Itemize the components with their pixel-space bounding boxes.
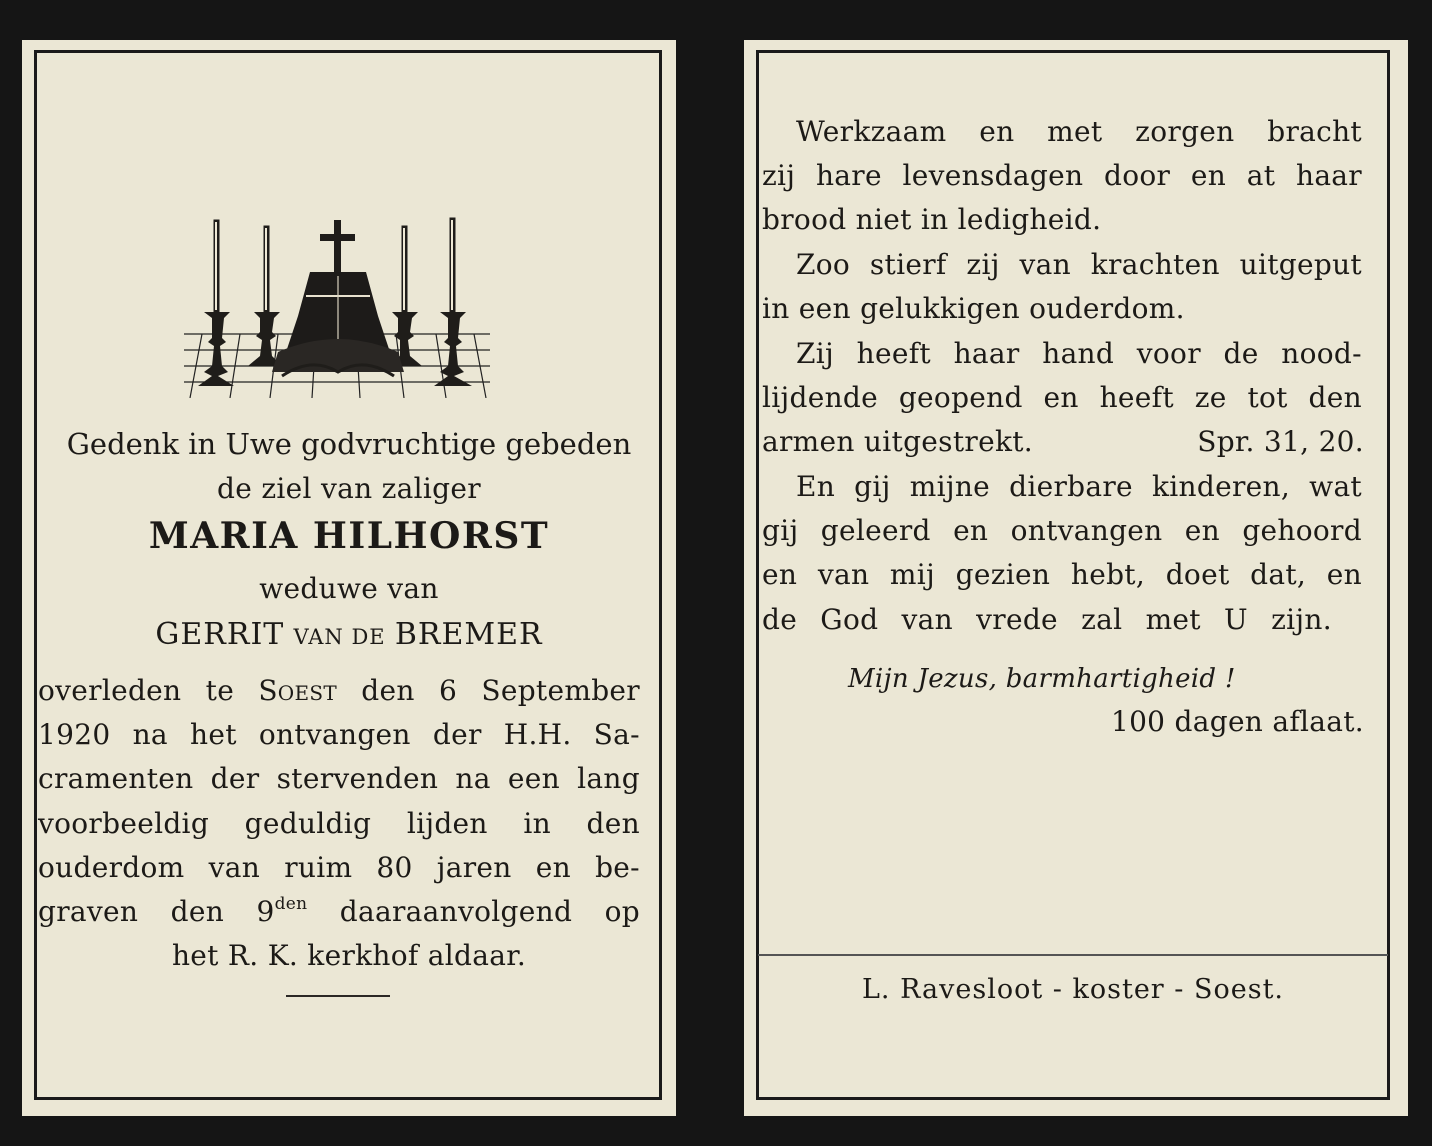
verse-line-6: Zij heeft haar hand voor de nood- <box>796 337 1362 370</box>
soul-line: de ziel van zaliger <box>217 472 481 505</box>
divider-rule <box>286 995 390 997</box>
printer-line: L. Ravesloot - koster - Soest. <box>861 974 1285 1005</box>
scripture-reference: Spr. 31, 20. <box>1197 425 1364 458</box>
prayer-line: Mijn Jezus, barmhartigheid ! <box>848 664 1236 694</box>
right-page <box>744 40 1408 1116</box>
widow-of-line: weduwe van <box>259 572 439 605</box>
verse-line-9: En gij mijne dierbare kinderen, wat <box>796 470 1362 503</box>
verse-line-3: brood niet in ledigheid. <box>762 203 1102 236</box>
verse-line-1: Werkzaam en met zorgen bracht <box>796 115 1362 148</box>
verse-line-4: Zoo stierf zij van krachten uitgeput <box>796 248 1362 281</box>
body-line-2: 1920 na het ontvangen der H.H. Sa- <box>38 718 640 751</box>
body-line-5: ouderdom van ruim 80 jaren en be- <box>38 851 640 884</box>
cemetery-line: het R. K. kerkhof aldaar. <box>171 939 527 972</box>
indulgence-line: 100 dagen aflaat. <box>1110 705 1364 738</box>
footer-rule <box>758 954 1388 956</box>
verse-line-8: armen uitgestrekt. <box>762 425 1033 458</box>
left-page <box>22 40 676 1116</box>
burial-line: graven den $9^{den}$ daaraanvolgend op <box>38 894 640 928</box>
altar-engraving <box>182 176 494 398</box>
verse-line-12: de God van vrede zal met U zijn. <box>762 603 1332 636</box>
verse-line-11: en van mij gezien hebt, doet dat, en <box>762 558 1362 591</box>
deceased-name: MARIA HILHORST <box>148 515 550 557</box>
verse-line-10: gij geleerd en ontvangen en gehoord <box>762 514 1362 547</box>
verse-line-2: zij hare levensdagen door en at haar <box>762 159 1362 192</box>
intro-line: Gedenk in Uwe godvruchtige gebeden <box>66 427 632 461</box>
verse-line-7: lijdende geopend en heeft ze tot den <box>762 381 1362 414</box>
body-line-3: cramenten der stervenden na een lang <box>38 762 640 795</box>
husband-name: GERRIT VAN DE BREMER <box>155 617 543 652</box>
death-line: overleden te Soest den 6 September <box>38 674 640 707</box>
verse-line-5: in een gelukkigen ouderdom. <box>762 292 1185 325</box>
body-line-4: voorbeeldig geduldig lijden in den <box>38 807 640 840</box>
